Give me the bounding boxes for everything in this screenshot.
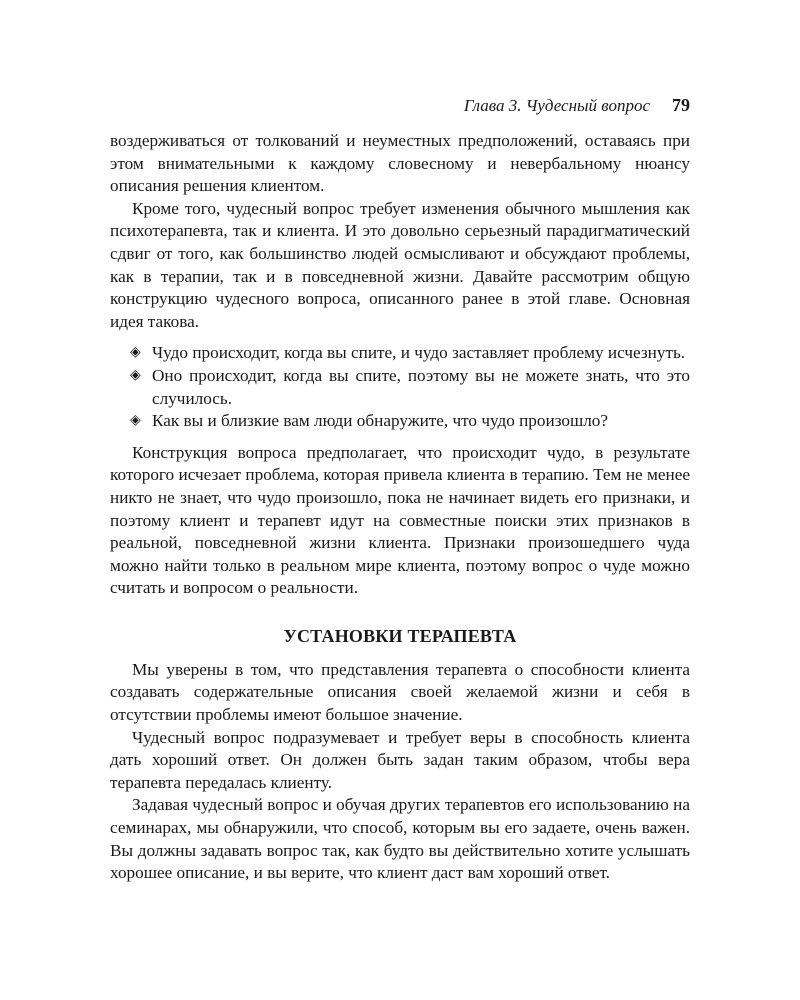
book-page [110, 95, 690, 885]
bullet-list [110, 342, 690, 432]
page-number: 79 [672, 95, 690, 115]
paragraph: Конструкция вопроса предполагает, что происходит чудо, в результате которого исчезает проблема, которая привела клиента в терапию. Тем не менее никто не знает, что чудо произошло, пока не начинает видеть его признаки, и поэтому клиент и терапевт идут на совместные поиски этих признаков в реальной, повседневной жизни клиента. Признаки произошедшего чуда можно найти только в реальном мире клиента, поэтому вопрос о чуде можно считать и вопросом о реальности. [110, 442, 690, 598]
paragraph: Задавая чудесный вопрос и обучая других терапевтов его использованию на семинарах, мы обнаружили, что способ, которым вы его задаете, очень важен. Вы должны задавать вопрос так, как будто вы действительно хотите услышать хорошее описание, и вы верите, что клиент даст вам хороший ответ. [110, 795, 690, 883]
diamond-bullet-icon: ◈ [130, 413, 141, 429]
list-item-text: Как вы и близкие вам люди обнаружите, что чудо произошло? [152, 411, 609, 431]
paragraph: Мы уверены в том, что представления терапевта о способности клиента создавать содержательные описания своей желаемой жизни и себя в отсутствии проблемы имеют большое значение. [110, 659, 690, 725]
paragraph: Чудесный вопрос подразумевает и требует веры в способность клиента дать хороший ответ. Он должен быть задан таким образом, чтобы вера терапевта передалась клиенту. [110, 727, 690, 792]
section-heading: УСТАНОВКИ ТЕРАПЕВТА [283, 625, 517, 646]
diamond-bullet-icon: ◈ [130, 367, 141, 383]
list-item [110, 342, 690, 365]
list-item [110, 365, 690, 410]
list-item-text: Чудо происходит, когда вы спите, и чудо заставляет проблему исчезнуть. [152, 343, 686, 363]
chapter-title: Глава 3. Чудесный вопрос [463, 96, 650, 115]
list-item [110, 410, 690, 433]
paragraph-continued: воздерживаться от толкований и неуместных предположений, оставаясь при этом внимательными к каждому словесному и невербальному нюансу описания решения клиентом. [110, 131, 690, 196]
diamond-bullet-icon: ◈ [130, 345, 141, 361]
list-item-text: Оно происходит, когда вы спите, поэтому вы не можете знать, что это случилось. [152, 365, 690, 408]
running-header [110, 95, 690, 116]
paragraph: Кроме того, чудесный вопрос требует изменения обычного мышления как психотерапевта, так и клиента. И это довольно серьезный парадигматический сдвиг от того, как большинство людей осмысливают и обсуждают проблемы, как в терапии, так и в повседневной жизни. Давайте рассмотрим общую конструкцию чудесного вопроса, описанного ранее в этой главе. Основная идея такова. [110, 198, 690, 331]
